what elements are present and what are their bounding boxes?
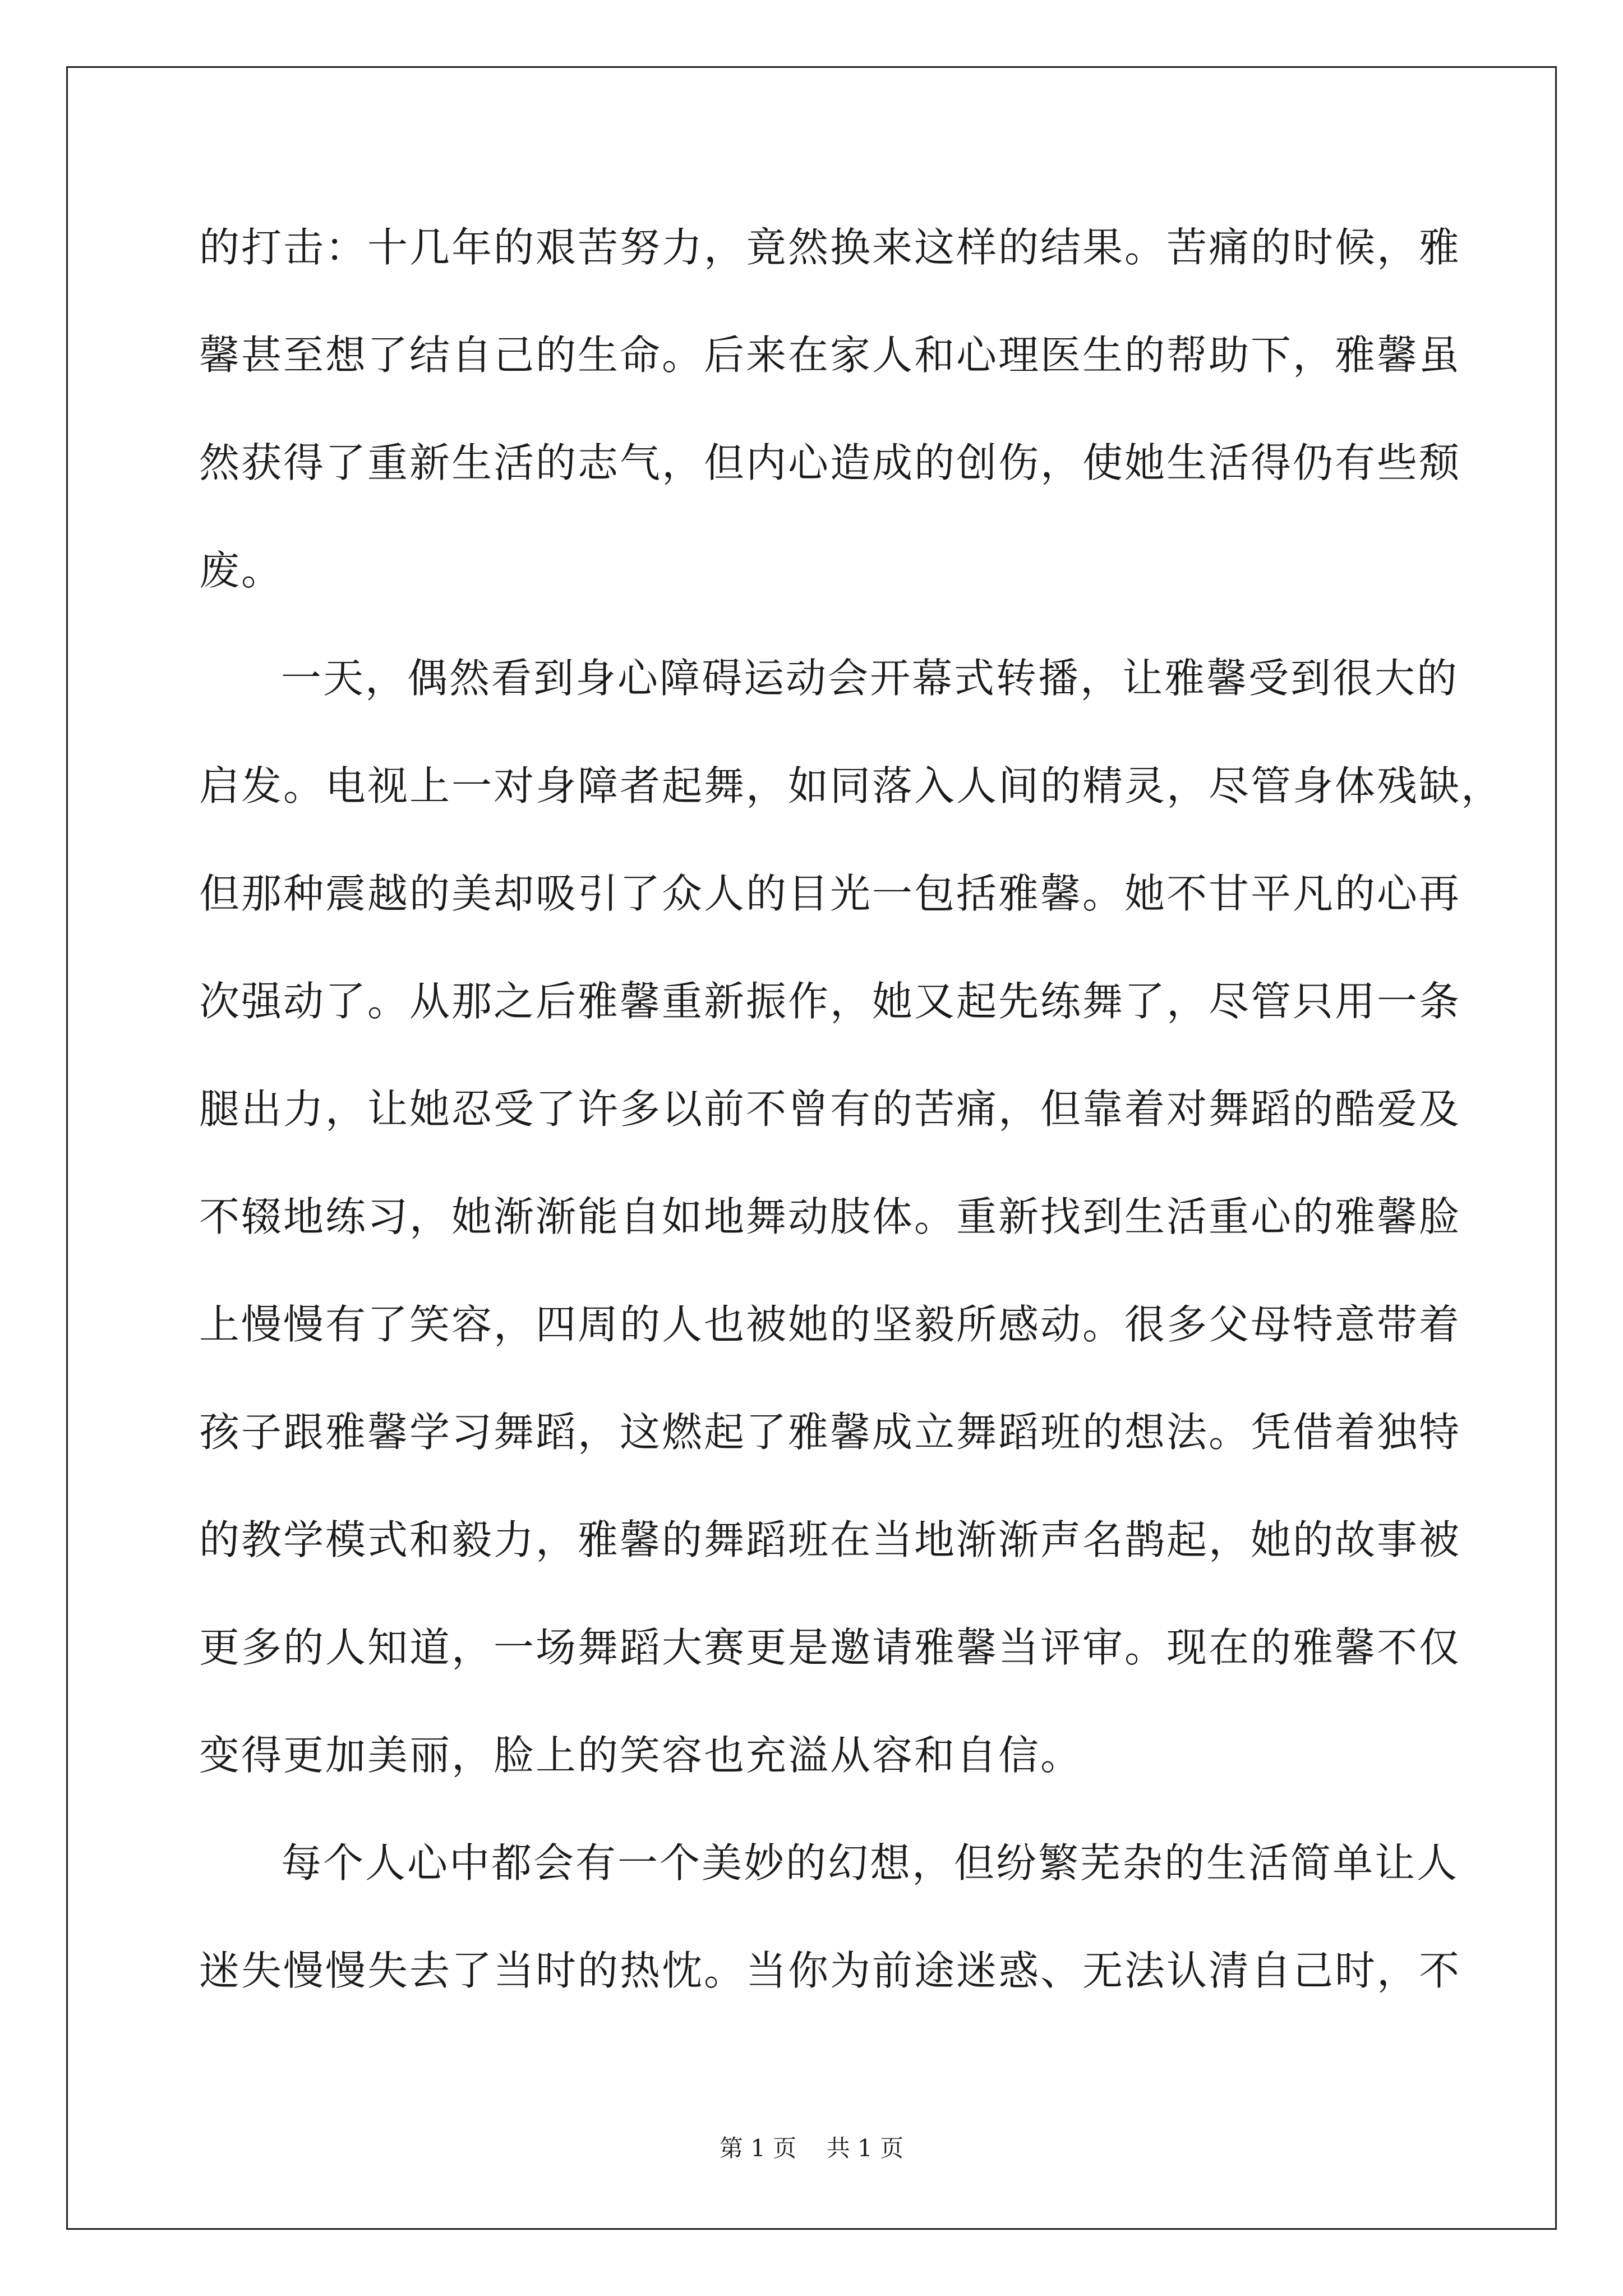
text-line: 但那种震越的美却吸引了众人的目光一包括雅馨。她不甘平凡的心再	[199, 870, 1461, 917]
text-line: 腿出力，让她忍受了许多以前不曾有的苦痛，但靠着对舞蹈的酷爱及	[199, 1085, 1461, 1133]
text-line: 迷失慢慢失去了当时的热忱。当你为前途迷惑、无法认清自己时，不	[199, 1947, 1461, 1994]
text-line: 的教学模式和毅力，雅馨的舞蹈班在当地渐渐声名鹊起，她的故事被	[199, 1516, 1461, 1563]
text-line: 次强动了。从那之后雅馨重新振作，她又起先练舞了，尽管只用一条	[199, 978, 1461, 1025]
text-line: 废。	[199, 547, 284, 594]
text-line: 启发。电视上一对身障者起舞，如同落入人间的精灵，尽管身体残缺，	[199, 762, 1504, 809]
page-footer: 第 1 页 共 1 页	[719, 2134, 904, 2162]
text-line: 的打击：十几年的艰苦努力，竟然换来这样的结果。苦痛的时候，雅	[199, 224, 1461, 271]
text-line: 每个人心中都会有一个美妙的幻想，但纷繁芜杂的生活简单让人	[281, 1839, 1459, 1887]
text-line: 上慢慢有了笑容，四周的人也被她的坚毅所感动。很多父母特意带着	[199, 1301, 1461, 1348]
text-line: 不辍地练习，她渐渐能自如地舞动肢体。重新找到生活重心的雅馨脸	[199, 1193, 1461, 1240]
text-line: 然获得了重新生活的志气，但内心造成的创伤，使她生活得仍有些颓	[199, 439, 1461, 486]
text-line: 变得更加美丽，脸上的笑容也充溢从容和自信。	[199, 1732, 1083, 1779]
text-line: 一天，偶然看到身心障碍运动会开幕式转播，让雅馨受到很大的	[281, 655, 1459, 702]
text-line: 馨甚至想了结自己的生命。后来在家人和心理医生的帮助下，雅馨虽	[199, 332, 1461, 379]
text-line: 孩子跟雅馨学习舞蹈，这燃起了雅馨成立舞蹈班的想法。凭借着独特	[199, 1409, 1461, 1456]
text-line: 更多的人知道，一场舞蹈大赛更是邀请雅馨当评审。现在的雅馨不仅	[199, 1624, 1461, 1671]
document-body	[199, 208, 1504, 2039]
